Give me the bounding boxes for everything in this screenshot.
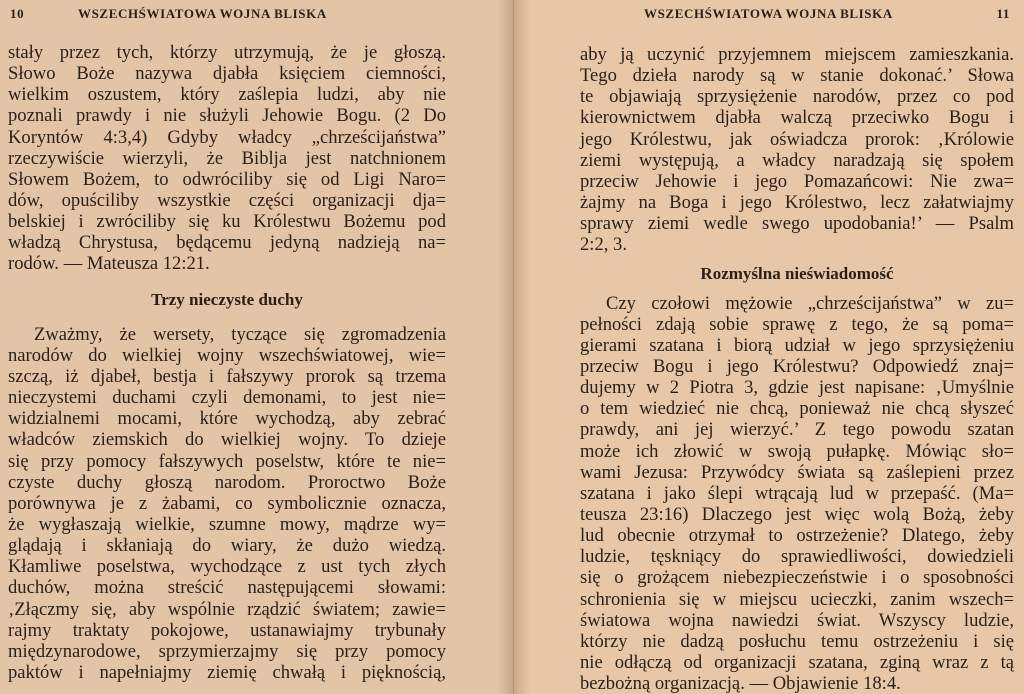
text-line: szatana i jako ślepi wtrącają lud w przepaść. (Ma=: [580, 482, 1014, 504]
text-line: się o grożącem niebezpieczeństwie i o sposobności: [580, 567, 1014, 589]
text-line: widzialnemi mocami, które wychodzą, aby zebrać: [8, 408, 446, 430]
text-line: Słowo Boże nazywa djabła księciem ciemności,: [8, 63, 446, 85]
text-line: stały przez tych, którzy utrzymują, że je głoszą.: [8, 42, 446, 63]
page-number: 11: [996, 6, 1010, 21]
text-line: ‚Złączmy się, aby wspólnie rządzić światem; zawie=: [8, 598, 446, 620]
right-text-block: [580, 44, 1014, 694]
running-header: WSZECHŚWIATOWA WOJNA BLISKA: [78, 6, 327, 21]
text-line: ziemi występują, a władcy naradzają się społem: [580, 149, 1014, 171]
text-line: lud obecnie otrzymał to ostrzeżenie? Dlatego, żeby: [580, 525, 1014, 547]
text-line: jego Królestwu, jak oświadcza prorok: ‚Królowie: [580, 128, 1014, 150]
text-line: te objawiają sprzysiężenie narodów, przez co pod: [580, 86, 1014, 108]
text-line: wielkim oszustem, który zaślepia ludzi, aby nie: [8, 84, 446, 106]
text-line: światowa wojna nawiedzi świat. Wszyscy ludzie,: [580, 609, 1014, 631]
text-line: dów, opuściliby wszystkie części organizacji dja=: [8, 189, 446, 211]
text-line: Koryntów 4:3,4) Gdyby władcy „chrześcijaństwa”: [8, 126, 446, 148]
right-page: [514, 0, 1024, 694]
text-line: narodów do wielkiej wojny wszechświatowej, wie=: [8, 344, 446, 366]
section-heading: Rozmyślna nieświadomość: [700, 264, 894, 284]
text-line: o tem wiedzieć nie chcą, ponieważ nie chcą słyszeć: [580, 398, 1014, 420]
text-line: władzą Chrystusa, będącemu jedyną nadzieją na=: [8, 232, 446, 254]
text-line: rajmy traktaty pokojowe, ustanawiajmy trybunały: [8, 619, 446, 641]
text-line: szczą, iż djabeł, bestja i fałszywy prorok są trzema: [8, 365, 446, 387]
paragraph: [8, 42, 446, 275]
text-line: Kłamliwe poselstwa, wychodzące z ust tych złych: [8, 556, 446, 578]
text-line: gierami szatana i biorą udział w jego sprzysiężeniu: [580, 334, 1014, 356]
text-line: Czy czołowi mężowie „chrześcijaństwa” w zu=: [606, 292, 1014, 314]
text-line: rzeczywiście wierzyli, że Biblja jest natchnionem: [8, 147, 446, 169]
left-text-block: [8, 42, 446, 683]
text-line: międzynarodowe, sprzymierzajmy się przy pomocy: [8, 640, 446, 662]
text-line: aby ją uczynić przyjemnem miejscem zamieszkania.: [580, 44, 1014, 65]
text-line: władców ziemskich do wielkiej wojny. To dzieje: [8, 429, 446, 451]
section-heading: Trzy nieczyste duchy: [151, 289, 303, 309]
text-line: którzy nie dadzą posłuchu temu ostrzeżeniu i się: [580, 630, 1014, 652]
text-line: duchów, można streścić następującemi słowami:: [8, 577, 446, 599]
text-line: prawdy, ani jej wierzyć.’ Z tego powodu szatan: [580, 419, 1014, 441]
text-line: ludzie, tęskniący do sprawiedliwości, dowiedzieli: [580, 546, 1014, 568]
text-line: Słowem Bożem, to odwróciliby się od Ligi Naro=: [8, 168, 446, 190]
text-line: porównywa je z żabami, co symbolicznie oznacza,: [8, 492, 446, 514]
text-line: Zważmy, że wersety, tyczące się zgromadzenia: [34, 323, 446, 345]
text-line: przeciw Bogu i jego Królestwu? Odpowiedź znaj=: [580, 355, 1014, 377]
running-header: WSZECHŚWIATOWA WOJNA BLISKA: [644, 6, 893, 21]
text-line: przeciw Jehowie i jego Pomazańcowi: Nie zwa=: [580, 170, 1014, 192]
text-line: glądają i skłaniają do wiary, że dużo wiedzą.: [8, 535, 446, 557]
text-line: rodów. — Mateusza 12:21.: [8, 253, 210, 275]
text-line: poznali prawdy i nie służyli Jehowie Bogu. (2 Do: [8, 105, 446, 127]
text-line: Tego dzieła narody są w stanie dokonać.’ Słowa: [580, 65, 1014, 87]
text-line: belskiej i zwróciliby się ku Królestwu Bożemu pod: [8, 211, 446, 233]
text-line: czyste duchy głoszą narodom. Proroctwo Boże: [8, 471, 446, 493]
text-line: że wygłaszają wielkie, szumne mowy, mądrze wy=: [8, 513, 446, 535]
text-line: schronienia się w miejscu ucieczki, zanim wszech=: [580, 588, 1014, 610]
text-line: się przy pomocy fałszywych poselstw, które te nie=: [8, 450, 446, 472]
text-line: kierownictwem djabła walczą przeciwko Bogu i: [580, 107, 1014, 129]
gutter-shadow: [514, 0, 530, 694]
paragraph: [8, 324, 446, 683]
text-line: dujemy w 2 Piotra 3, gdzie jest napisane: ‚Umyślnie: [580, 377, 1014, 399]
text-line: nieczystemi duchami czyli demonami, to jest nie=: [8, 387, 446, 409]
text-line: teusza 23:16) Dlaczego jest więc wolą Bożą, żeby: [580, 503, 1014, 525]
text-line: 2:2, 3.: [580, 234, 628, 256]
paragraph: [580, 293, 1014, 694]
text-line: pełności zdają sobie sprawę z tego, że są poma=: [580, 313, 1014, 335]
text-line: bezbożną organizacją. — Objawienie 18:4.: [580, 673, 901, 694]
gutter-shadow: [497, 0, 513, 694]
page-number: 10: [10, 6, 25, 21]
text-line: wami Jezusa: Przywódcy świata są zaślepieni przez: [580, 461, 1014, 483]
text-line: sprawy ziemi wedle swego upodobania!’ — Psalm: [580, 213, 1014, 235]
text-line: żajmy na Boga i jego Królestwo, lecz załatwiajmy: [580, 191, 1014, 213]
text-line: nie odłączą od organizacji szatana, zginą wraz z tą: [580, 651, 1014, 673]
text-line: może ich złowić w swoją pułapkę. Mówiąc sło=: [580, 440, 1014, 462]
text-line: paktów i napełniajmy ziemię chwałą i pięknością,: [8, 661, 446, 683]
paragraph: [580, 44, 1014, 255]
